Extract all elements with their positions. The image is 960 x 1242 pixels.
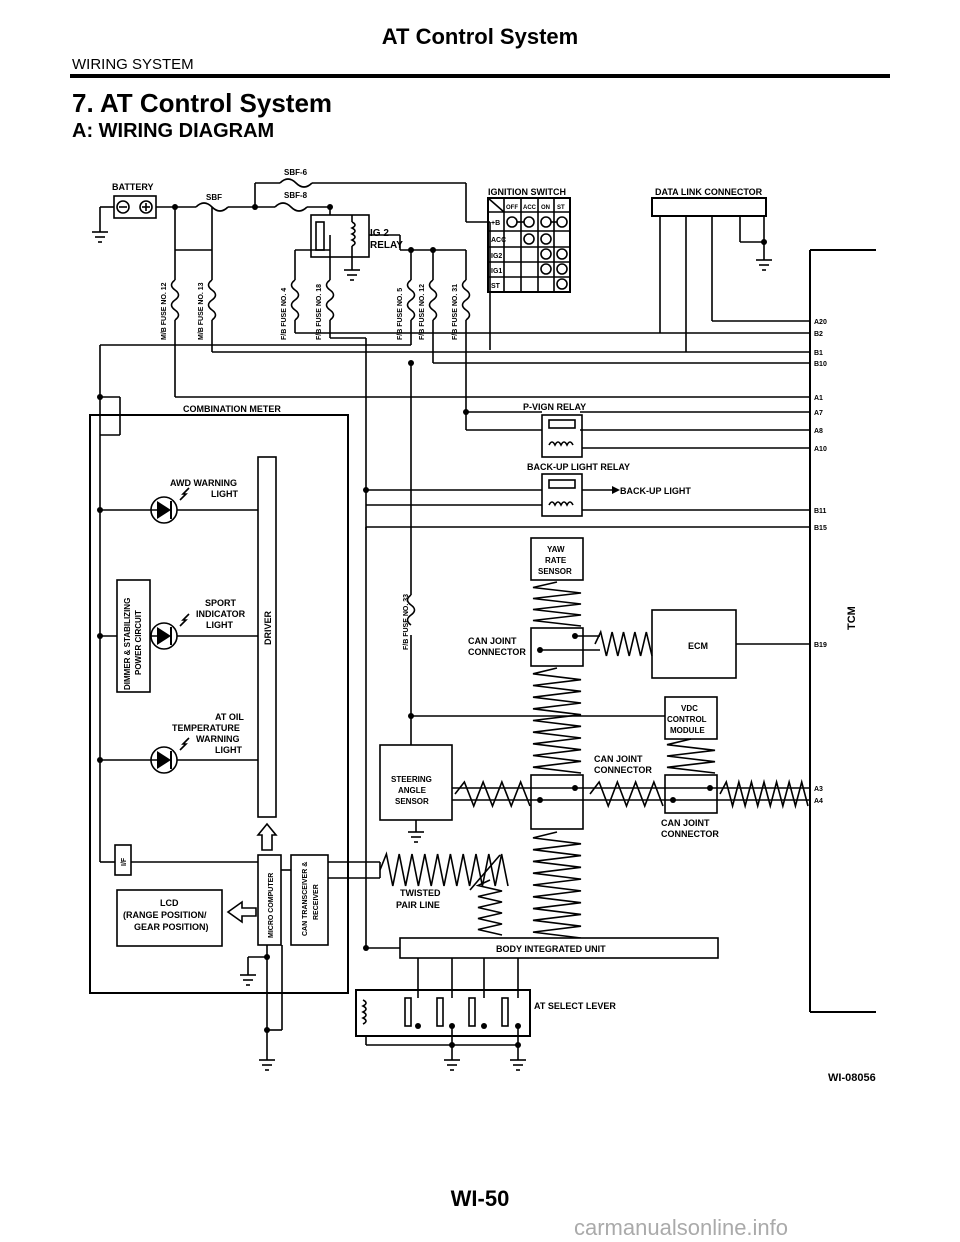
- tcm-label: TCM: [846, 606, 858, 630]
- tcm-pin-label: A20: [814, 319, 827, 326]
- sport-line2: INDICATOR: [196, 609, 246, 619]
- data-link-connector: [652, 198, 766, 216]
- ign-row-label: IG2: [491, 253, 503, 260]
- ig2-relay-label-2: RELAY: [370, 240, 403, 251]
- fuse-icon: [463, 280, 470, 320]
- can-joint3-line2: CONNECTOR: [661, 829, 719, 839]
- twisted-pair-segment: [720, 782, 808, 806]
- ground-icon: [92, 232, 108, 242]
- tcm-pin-label: A10: [814, 446, 827, 453]
- can-joint1-line1: CAN JOINT: [468, 636, 517, 646]
- awd-warning-led: [100, 478, 258, 523]
- subsection-title: A: WIRING DIAGRAM: [72, 120, 275, 142]
- ign-row-label: +B: [491, 220, 501, 227]
- sport-line3: LIGHT: [206, 620, 233, 630]
- steering-line1: STEERING: [391, 775, 432, 784]
- fuse-label: F/B FUSE NO. 5: [397, 287, 404, 340]
- sbf6-label: SBF-6: [284, 168, 308, 177]
- at-oil-line4: LIGHT: [215, 745, 242, 755]
- fuse-icon: [172, 280, 179, 320]
- can-joint1-line2: CONNECTOR: [468, 647, 526, 657]
- twisted-line2: PAIR LINE: [396, 900, 440, 910]
- figure-id: WI-08056: [828, 1072, 876, 1084]
- ign-col-st: ST: [557, 205, 565, 211]
- twisted-pair-segment: [533, 832, 581, 938]
- page-number: WI-50: [450, 1186, 510, 1211]
- tcm-pin-label: B19: [814, 642, 827, 649]
- watermark: carmanualsonline.info: [574, 1215, 789, 1240]
- lcd-line2: (RANGE POSITION/: [123, 910, 207, 920]
- vdc-line3: MODULE: [670, 726, 705, 735]
- fuse-label: F/B FUSE NO. 4: [281, 287, 288, 340]
- fuse-label: F/B FUSE NO. 12: [419, 283, 426, 340]
- driver-label: DRIVER: [263, 610, 273, 645]
- awd-warning-line1: AWD WARNING: [170, 478, 237, 488]
- can-transceiver-line2: RECEIVER: [313, 884, 320, 920]
- twisted-line1: TWISTED: [400, 888, 441, 898]
- ig2-relay-label-1: IG 2: [370, 228, 389, 239]
- at-oil-line1: AT OIL: [215, 712, 244, 722]
- steering-line2: ANGLE: [398, 786, 426, 795]
- fuse-icon: [430, 280, 437, 320]
- awd-warning-line2: LIGHT: [211, 489, 238, 499]
- twisted-pair-segment: [455, 782, 530, 806]
- tcm-pin-label: A4: [814, 798, 823, 805]
- twisted-pair-segment: [533, 668, 581, 773]
- ground-icon: [240, 975, 256, 985]
- dimmer-line2: POWER CIRCUIT: [134, 610, 143, 675]
- fuse-icon: [327, 280, 334, 320]
- at-select-label: AT SELECT LEVER: [534, 1001, 616, 1011]
- ign-row-label: ACC: [491, 237, 507, 244]
- can-joint2-line2: CONNECTOR: [594, 765, 652, 775]
- ignition-switch: [488, 198, 570, 292]
- arrow-left-icon: [228, 902, 256, 922]
- tcm-pin-label: B10: [814, 361, 827, 368]
- data-link-connector-label: DATA LINK CONNECTOR: [655, 187, 763, 197]
- vdc-line2: CONTROL: [667, 715, 707, 724]
- fuse-icon: [408, 280, 415, 320]
- can-joint2-line1: CAN JOINT: [594, 754, 643, 764]
- twisted-pair-segment: [667, 739, 715, 773]
- ig2-relay: [311, 207, 403, 270]
- twisted-pair-segment: [595, 632, 652, 656]
- fuse-icon: [292, 280, 299, 320]
- ground-icon: [344, 270, 360, 280]
- yaw-line3: SENSOR: [538, 567, 572, 576]
- can-transceiver-box: [291, 855, 328, 945]
- yaw-line1: YAW: [547, 545, 565, 554]
- lcd-line3: GEAR POSITION): [134, 922, 209, 932]
- tcm-pin-label: B15: [814, 525, 827, 532]
- tcm-pin-label: A7: [814, 410, 823, 417]
- ground-icon: [510, 1060, 526, 1070]
- dimmer-line1: DIMMER & STABILIZING: [123, 597, 132, 690]
- ign-col-off: OFF: [506, 205, 518, 211]
- tcm-pin-label: A1: [814, 395, 823, 402]
- battery: [112, 182, 156, 218]
- fuse-label: M/B FUSE NO. 13: [198, 282, 205, 340]
- tcm-pin-label: B2: [814, 331, 823, 338]
- section-label: WIRING SYSTEM: [72, 56, 194, 73]
- combination-meter-label: COMBINATION METER: [183, 404, 281, 414]
- ignition-switch-label: IGNITION SWITCH: [488, 187, 566, 197]
- fuse-icon: [209, 280, 216, 320]
- twisted-pair-segment: [478, 880, 502, 935]
- ground-icon: [444, 1060, 460, 1070]
- fuse-label: F/B FUSE NO. 18: [316, 283, 323, 340]
- backup-light-relay: [542, 474, 582, 516]
- can-joint-connector-3: [665, 775, 717, 813]
- ign-row-label: ST: [491, 283, 500, 290]
- page-title: AT Control System: [381, 24, 579, 49]
- backup-light-label: BACK-UP LIGHT: [620, 486, 691, 496]
- fuse-label: F/B FUSE NO. 31: [452, 283, 459, 340]
- yaw-line2: RATE: [545, 556, 567, 565]
- micro-computer-label: MICRO COMPUTER: [268, 872, 275, 938]
- at-oil-line2: TEMPERATURE: [172, 723, 240, 733]
- tcm-pin-label: B11: [814, 508, 827, 515]
- tcm-pin-label: A3: [814, 786, 823, 793]
- p-vign-relay: [542, 415, 582, 457]
- twisted-pair-segment: [590, 782, 663, 806]
- ground-icon: [259, 1060, 275, 1070]
- backup-relay-label: BACK-UP LIGHT RELAY: [527, 462, 631, 472]
- vdc-line1: VDC: [681, 704, 698, 713]
- arrow-up-icon: [258, 824, 276, 850]
- if-label: I/F: [121, 857, 128, 866]
- tcm-pin-label: A8: [814, 428, 823, 435]
- can-transceiver-line1: CAN TRANSCEIVER &: [302, 861, 309, 936]
- at-oil-line3: WARNING: [196, 734, 240, 744]
- can-joint3-line1: CAN JOINT: [661, 818, 710, 828]
- sbf8-label: SBF-8: [284, 191, 308, 200]
- ign-col-acc: ACC: [523, 205, 536, 211]
- ground-icon: [408, 832, 424, 842]
- ign-row-label: IG1: [491, 268, 503, 275]
- tcm-pin-label: B1: [814, 350, 823, 357]
- lcd-line1: LCD: [160, 898, 179, 908]
- body-integrated-label: BODY INTEGRATED UNIT: [496, 944, 606, 954]
- ecm-label: ECM: [688, 641, 708, 651]
- steering-line3: SENSOR: [395, 797, 429, 806]
- fuse-label: M/B FUSE NO. 12: [161, 282, 168, 340]
- section-title: 7. AT Control System: [72, 88, 333, 118]
- sbf-label: SBF: [206, 193, 222, 202]
- fuse-row: [161, 280, 470, 340]
- fuse33-label: F/B FUSE NO. 33: [403, 593, 410, 650]
- ground-icon: [756, 260, 772, 270]
- at-oil-led: [100, 712, 258, 773]
- battery-label: BATTERY: [112, 182, 154, 192]
- sport-line1: SPORT: [205, 598, 237, 608]
- twisted-pair-segment: [533, 582, 581, 626]
- ign-col-on: ON: [541, 205, 550, 211]
- p-vign-relay-label: P-VIGN RELAY: [523, 402, 587, 412]
